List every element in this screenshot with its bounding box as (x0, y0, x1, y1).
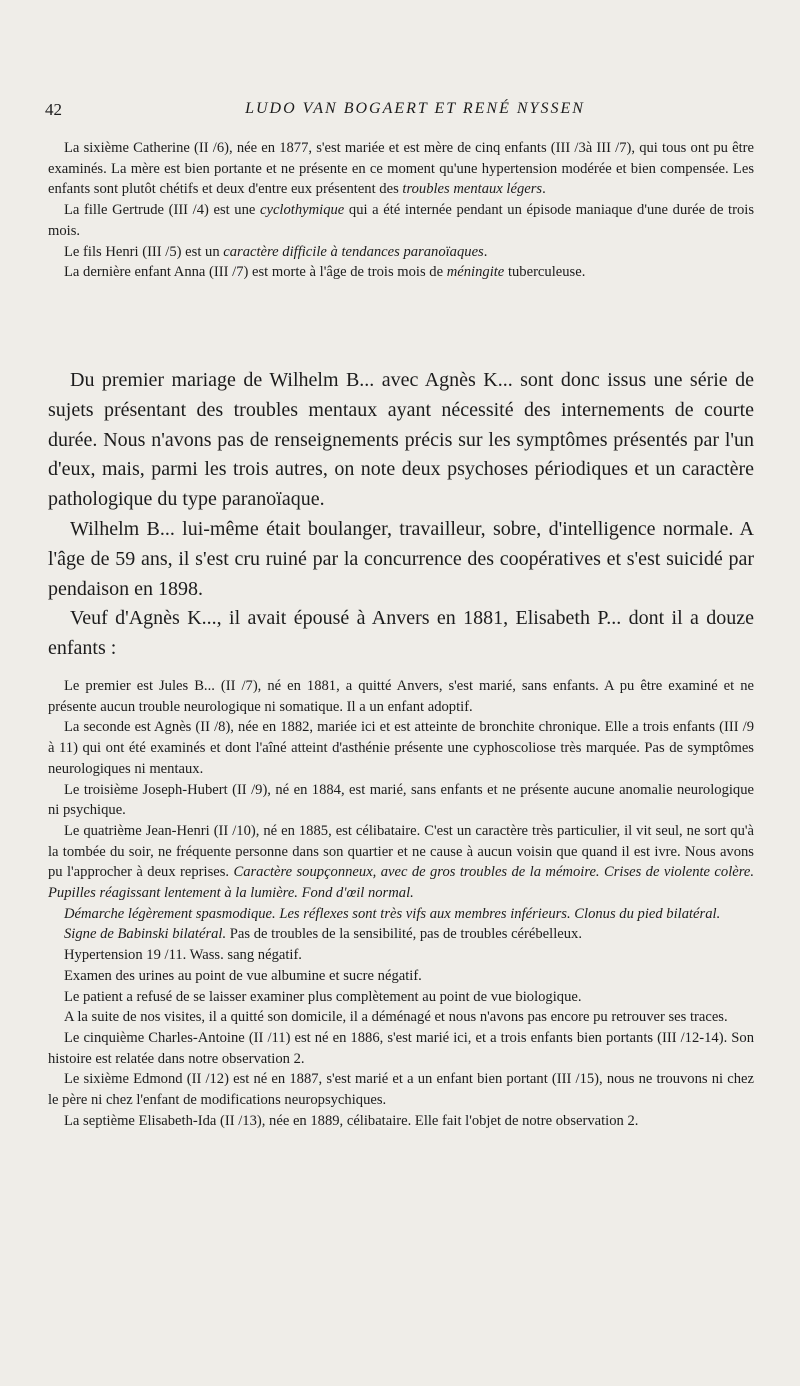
paragraph-hypertension: Hypertension 19 /11. Wass. sang négatif. (64, 947, 302, 964)
paragraph-jules: Le premier est Jules B... (II /7), né en 1881, a quitté Anvers, s'est marié, sans enfants. A pu être examiné et ne présente aucun trouble neurologique ni somatique. Il a un enfant adoptif. (48, 678, 754, 715)
paragraph-first-marriage: Du premier mariage de Wilhelm B... avec Agnès K... sont donc issus une série de sujets présentant des troubles mentaux ayant nécessité des internements de courte durée. Nous n'avons pas de renseignements précis sur les symptômes présentés par l'un d'eux, mais, parmi les trois autres, on note deux psychoses périodiques et un caractère pathologique du type paranoïaque. (48, 369, 754, 511)
paragraph-refusal: Le patient a refusé de se laisser examiner plus complètement au point de vue biologique. (64, 988, 582, 1005)
paragraph-joseph-hubert: Le troisième Joseph-Hubert (II /9), né en 1884, est marié, sans enfants et ne présente aucune anomalie neurologique ni psychique. (48, 781, 754, 819)
paragraph-anna: La dernière enfant Anna (III /7) est morte à l'âge de trois mois de méningite tuberculeuse. (64, 264, 586, 281)
running-head (45, 100, 745, 124)
family-paragraphs-lower (48, 676, 754, 1131)
paragraph-agnes: La seconde est Agnès (II /8), née en 1882, mariée ici et est atteinte de bronchite chronique. Elle a trois enfants (III /9 à 11) qui ont été examinés et dont l'aîné atteint d'asthénie présente une cyphoscoliose très marquée. Pas de symptômes neurologiques ni mentaux. (48, 719, 754, 777)
paragraph-henri: Le fils Henri (III /5) est un caractère difficile à tendances paranoïaques. (64, 243, 488, 260)
paragraph-urine: Examen des urines au point de vue albumine et sucre négatif. (64, 967, 422, 984)
paragraph-wilhelm: Wilhelm B... lui-même était boulanger, travailleur, sobre, d'intelligence normale. A l'âge de 59 ans, il s'est cru ruiné par la concurrence des coopératives et s'est suicidé par pendaison en 1898. (48, 517, 754, 600)
page-number: 42 (45, 100, 62, 119)
paragraph-gertrude: La fille Gertrude (III /4) est une cyclothymique qui a été internée pendant un épisode maniaque d'une durée de trois mois. (48, 202, 755, 239)
paragraph-jean-henri: Le quatrième Jean-Henri (II /10), né en 1885, est célibataire. C'est un caractère très particulier, il vit seul, ne sort qu'à la tombée du soir, ne fréquente personne dans son quartier et ne cause à aucun voisin que quand il est ivre. Nous avons pu l'approcher à deux reprises. Caractère soupçonneux, avec de gros troubles de la mémoire. Crises de violente colère. Pupilles réagissant lentement à la lumière. Fond d'œil normal. (48, 822, 754, 902)
summary-paragraphs (48, 366, 754, 664)
paragraph-edmond: Le sixième Edmond (II /12) est né en 1887, s'est marié et a un enfant bien portant (III /15), nous ne trouvons ni chez le père ni chez l'enfant de modifications neuropsychiques. (48, 1071, 754, 1109)
paragraph-moved: A la suite de nos visites, il a quitté son domicile, il a déménagé et nous n'avons pas encore pu retrouver ses traces. (64, 1009, 728, 1026)
paragraph-second-marriage: Veuf d'Agnès K..., il avait épousé à Anvers en 1881, Elisabeth P... dont il a douze enfants : (48, 607, 754, 660)
family-paragraphs-upper (48, 138, 754, 283)
paragraph-babinski: Signe de Babinski bilatéral. Pas de troubles de la sensibilité, pas de troubles cérébelleux. (64, 926, 582, 943)
paragraph-charles-antoine: Le cinquième Charles-Antoine (II /11) est né en 1886, s'est marié ici, et a trois enfants bien portants (III /12-14). Son histoire est relatée dans notre observation 2. (48, 1029, 754, 1067)
paragraph-gait: Démarche légèrement spasmodique. Les réflexes sont très vifs aux membres inférieurs. Clonus du pied bilatéral. (64, 905, 721, 922)
paragraph-elisabeth-ida: La septième Elisabeth-Ida (II /13), née en 1889, célibataire. Elle fait l'objet de notre observation 2. (64, 1112, 639, 1129)
paragraph-catherine: La sixième Catherine (II /6), née en 1877, s'est mariée et est mère de cinq enfants (III /3à III /7), qui tous ont pu être examinés. La mère est bien portante et ne présente en ce moment qu'une hypertension modérée et bien compensée. Les enfants sont plutôt chétifs et deux d'entre eux présentent des troubles mentaux légers. (48, 140, 754, 198)
running-title: LUDO VAN BOGAERT ET RENÉ NYSSEN (245, 100, 585, 117)
